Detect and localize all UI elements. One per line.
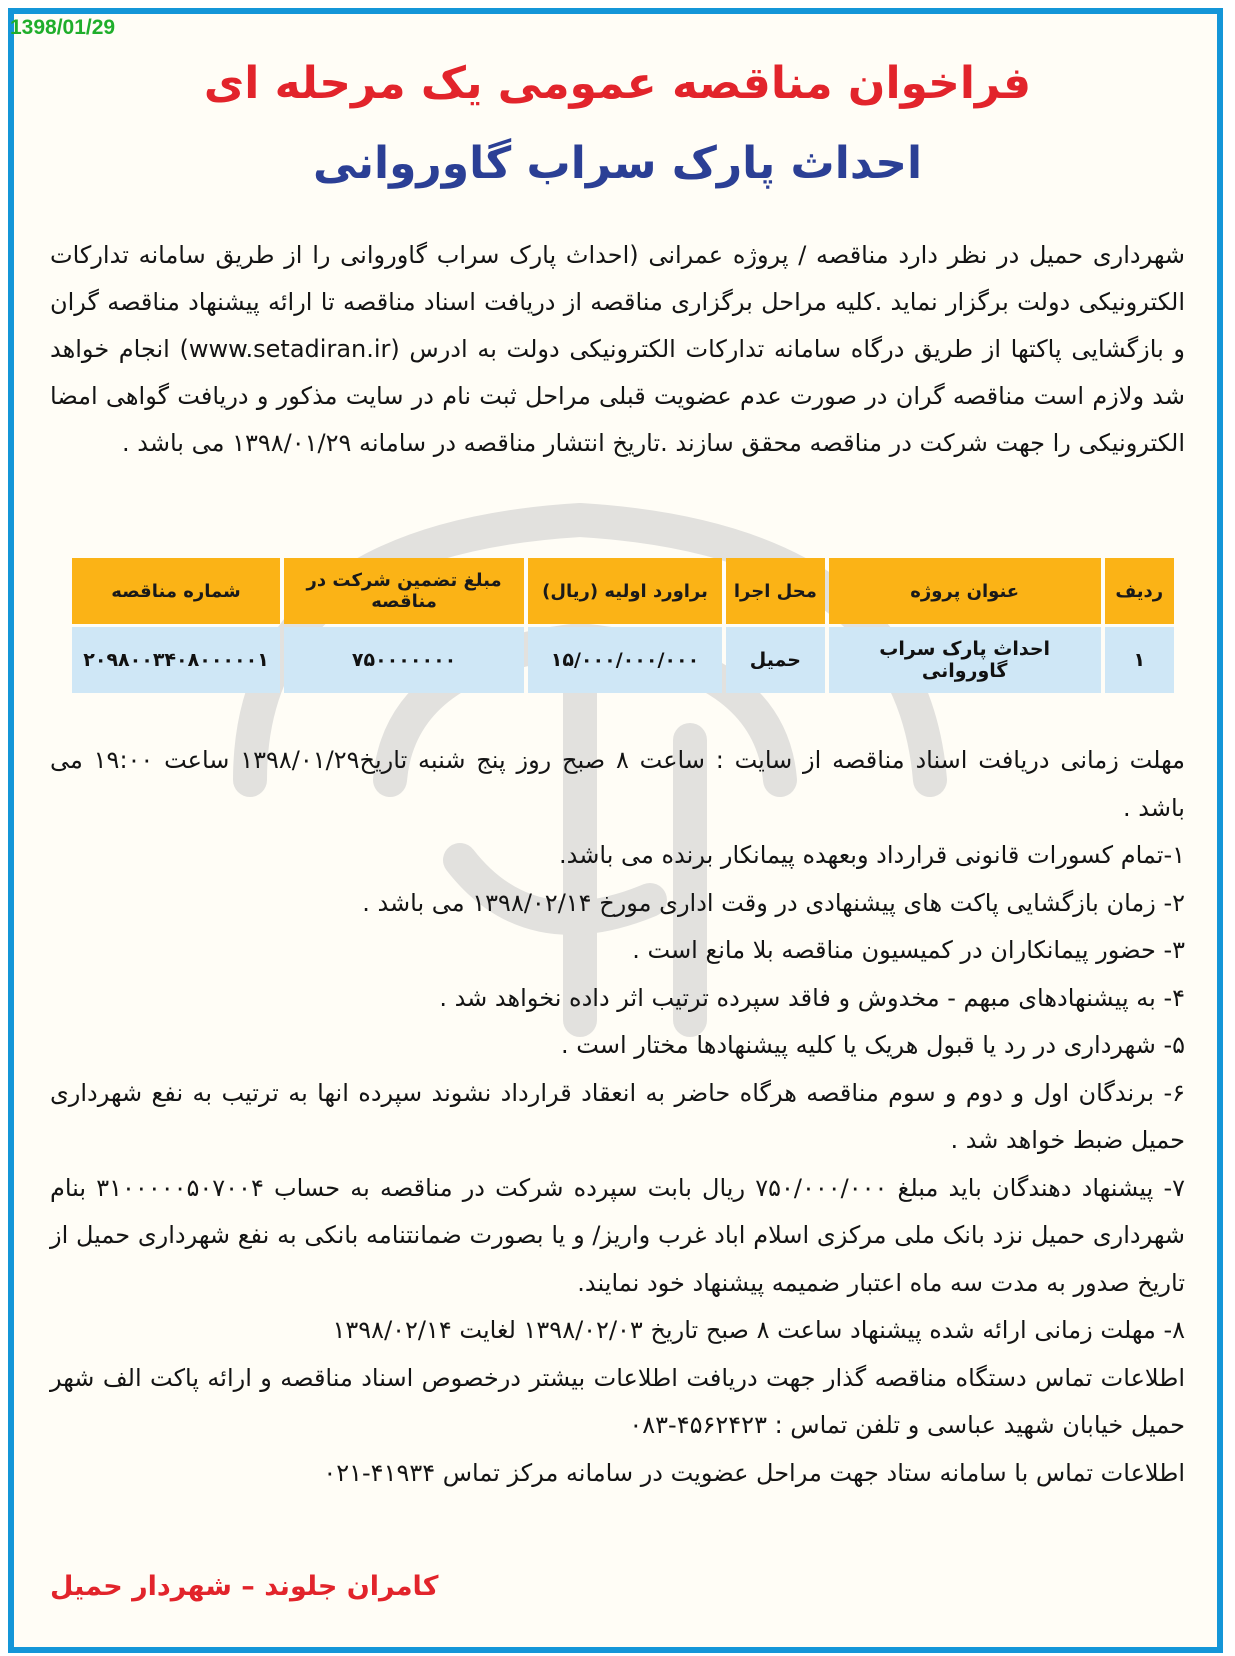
condition-item-1: ۱-تمام کسورات قانونی قرارداد وبعهده پیمانکار برنده می باشد. — [559, 841, 1185, 869]
contact-info-setad: اطلاعات تماس با سامانه ستاد جهت مراحل عضویت در سامانه مرکز تماس ۴۱۹۳۴-۰۲۱ — [323, 1458, 1185, 1487]
tender-table — [68, 555, 1178, 696]
condition-item-8: ۸- مهلت زمانی ارائه شده پیشنهاد ساعت ۸ صبح تاریخ ۱۳۹۸/۰۲/۰۳ لغایت ۱۳۹۸/۰۲/۱۴ — [332, 1316, 1185, 1344]
cell-deposit: ۷۵۰۰۰۰۰۰۰ — [284, 627, 524, 693]
intro-paragraph: شهرداری حمیل در نظر دارد مناقصه / پروژه عمرانی (احداث پارک سراب گاوروانی را از طریق سامانه تدارکات الکترونیکی دولت برگزار نماید .کلیه مراحل برگزاری مناقصه از دریافت اسناد مناقصه تا ارائه پیشنهاد مناقصه گران و بازگشایی پاکتها از طریق درگاه سامانه تدارکات الکترونیکی دولت به ادرس (www.setadiran.ir) انجام خواهد شد ولازم است مناقصه گران در صورت عدم عضویت قبلی مراحل ثبت نام در سایت مذکور و دریافت گواهی امضا الکترونیکی را جهت شرکت در مناقصه محقق سازند .تاریخ انتشار مناقصه در سامانه ۱۳۹۸/۰۱/۲۹ می باشد . — [50, 241, 1185, 457]
header-project-title: عنوان پروژه — [829, 558, 1101, 624]
date-stamp: 1398/01/29 — [10, 16, 116, 39]
header-tender-number: شماره مناقصه — [72, 558, 280, 624]
header-row-number: ردیف — [1105, 558, 1174, 624]
conditions-section — [50, 737, 1185, 1497]
notice-title: فراخوان مناقصه عمومی یک مرحله ای — [203, 58, 1032, 109]
header-deposit: مبلغ تضمین شرکت در مناقصه — [284, 558, 524, 624]
condition-item-6: ۶- برندگان اول و دوم و سوم مناقصه هرگاه حاضر به انعقاد قرارداد نشوند سپرده انها به ترتیب به نفع شهرداری حمیل ضبط خواهد شد . — [50, 1078, 1185, 1154]
table-row — [72, 627, 1174, 693]
contact-info-organizer: اطلاعات تماس دستگاه مناقصه گذار جهت دریافت اطلاعات بیشتر درخصوص اسناد مناقصه و ارائه پاکت الف شهر حمیل خیابان شهید عباسی و تلفن تماس : ۴۵۶۲۴۲۳-۰۸۳ — [50, 1363, 1185, 1439]
signature: کامران جلوند – شهردار حمیل — [50, 1571, 439, 1602]
condition-item-5: ۵- شهرداری در رد یا قبول هریک یا کلیه پیشنهادها مختار است . — [561, 1031, 1185, 1059]
header-location: محل اجرا — [726, 558, 825, 624]
notice-subtitle: احداث پارک سراب گاوروانی — [312, 138, 923, 189]
deadline-text: مهلت زمانی دریافت اسناد مناقصه از سایت : ساعت ۸ صبح روز پنج شنبه تاریخ۱۳۹۸/۰۱/۲۹ ساعت ۱۹:۰۰ می باشد . — [50, 746, 1186, 822]
header-estimate: براورد اولیه (ریال) — [528, 558, 722, 624]
table-header-row — [72, 558, 1174, 624]
condition-item-3: ۳- حضور پیمانکاران در کمیسیون مناقصه بلا مانع است . — [632, 936, 1185, 964]
condition-item-2: ۲- زمان بازگشایی پاکت های پیشنهادی در وقت اداری مورخ ۱۳۹۸/۰۲/۱۴ می باشد . — [362, 888, 1185, 917]
cell-row-number: ۱ — [1105, 627, 1174, 693]
cell-tender-number: ۲۰۹۸۰۰۳۴۰۸۰۰۰۰۰۱ — [72, 627, 280, 693]
condition-item-4: ۴- به پیشنهادهای مبهم - مخدوش و فاقد سپرده ترتیب اثر داده نخواهد شد . — [439, 983, 1185, 1012]
cell-estimate: ۱۵/۰۰۰/۰۰۰/۰۰۰ — [528, 627, 722, 693]
cell-location: حمیل — [726, 627, 825, 693]
cell-project-title: احداث پارک سراب گاوروانی — [829, 627, 1101, 693]
condition-item-7: ۷- پیشنهاد دهندگان باید مبلغ ۷۵۰/۰۰۰/۰۰۰ ریال بابت سپرده شرکت در مناقصه به حساب ۳۱۰۰۰۰۰۵۰۷۰۰۴ بنام شهرداری حمیل نزد بانک ملی مرکزی اسلام اباد غرب واریز/ و یا بصورت ضمانتنامه بانکی به نفع شهرداری حمیل از تاریخ صدور به مدت سه ماه اعتبار ضمیمه پیشنهاد خود نمایند. — [50, 1173, 1185, 1297]
